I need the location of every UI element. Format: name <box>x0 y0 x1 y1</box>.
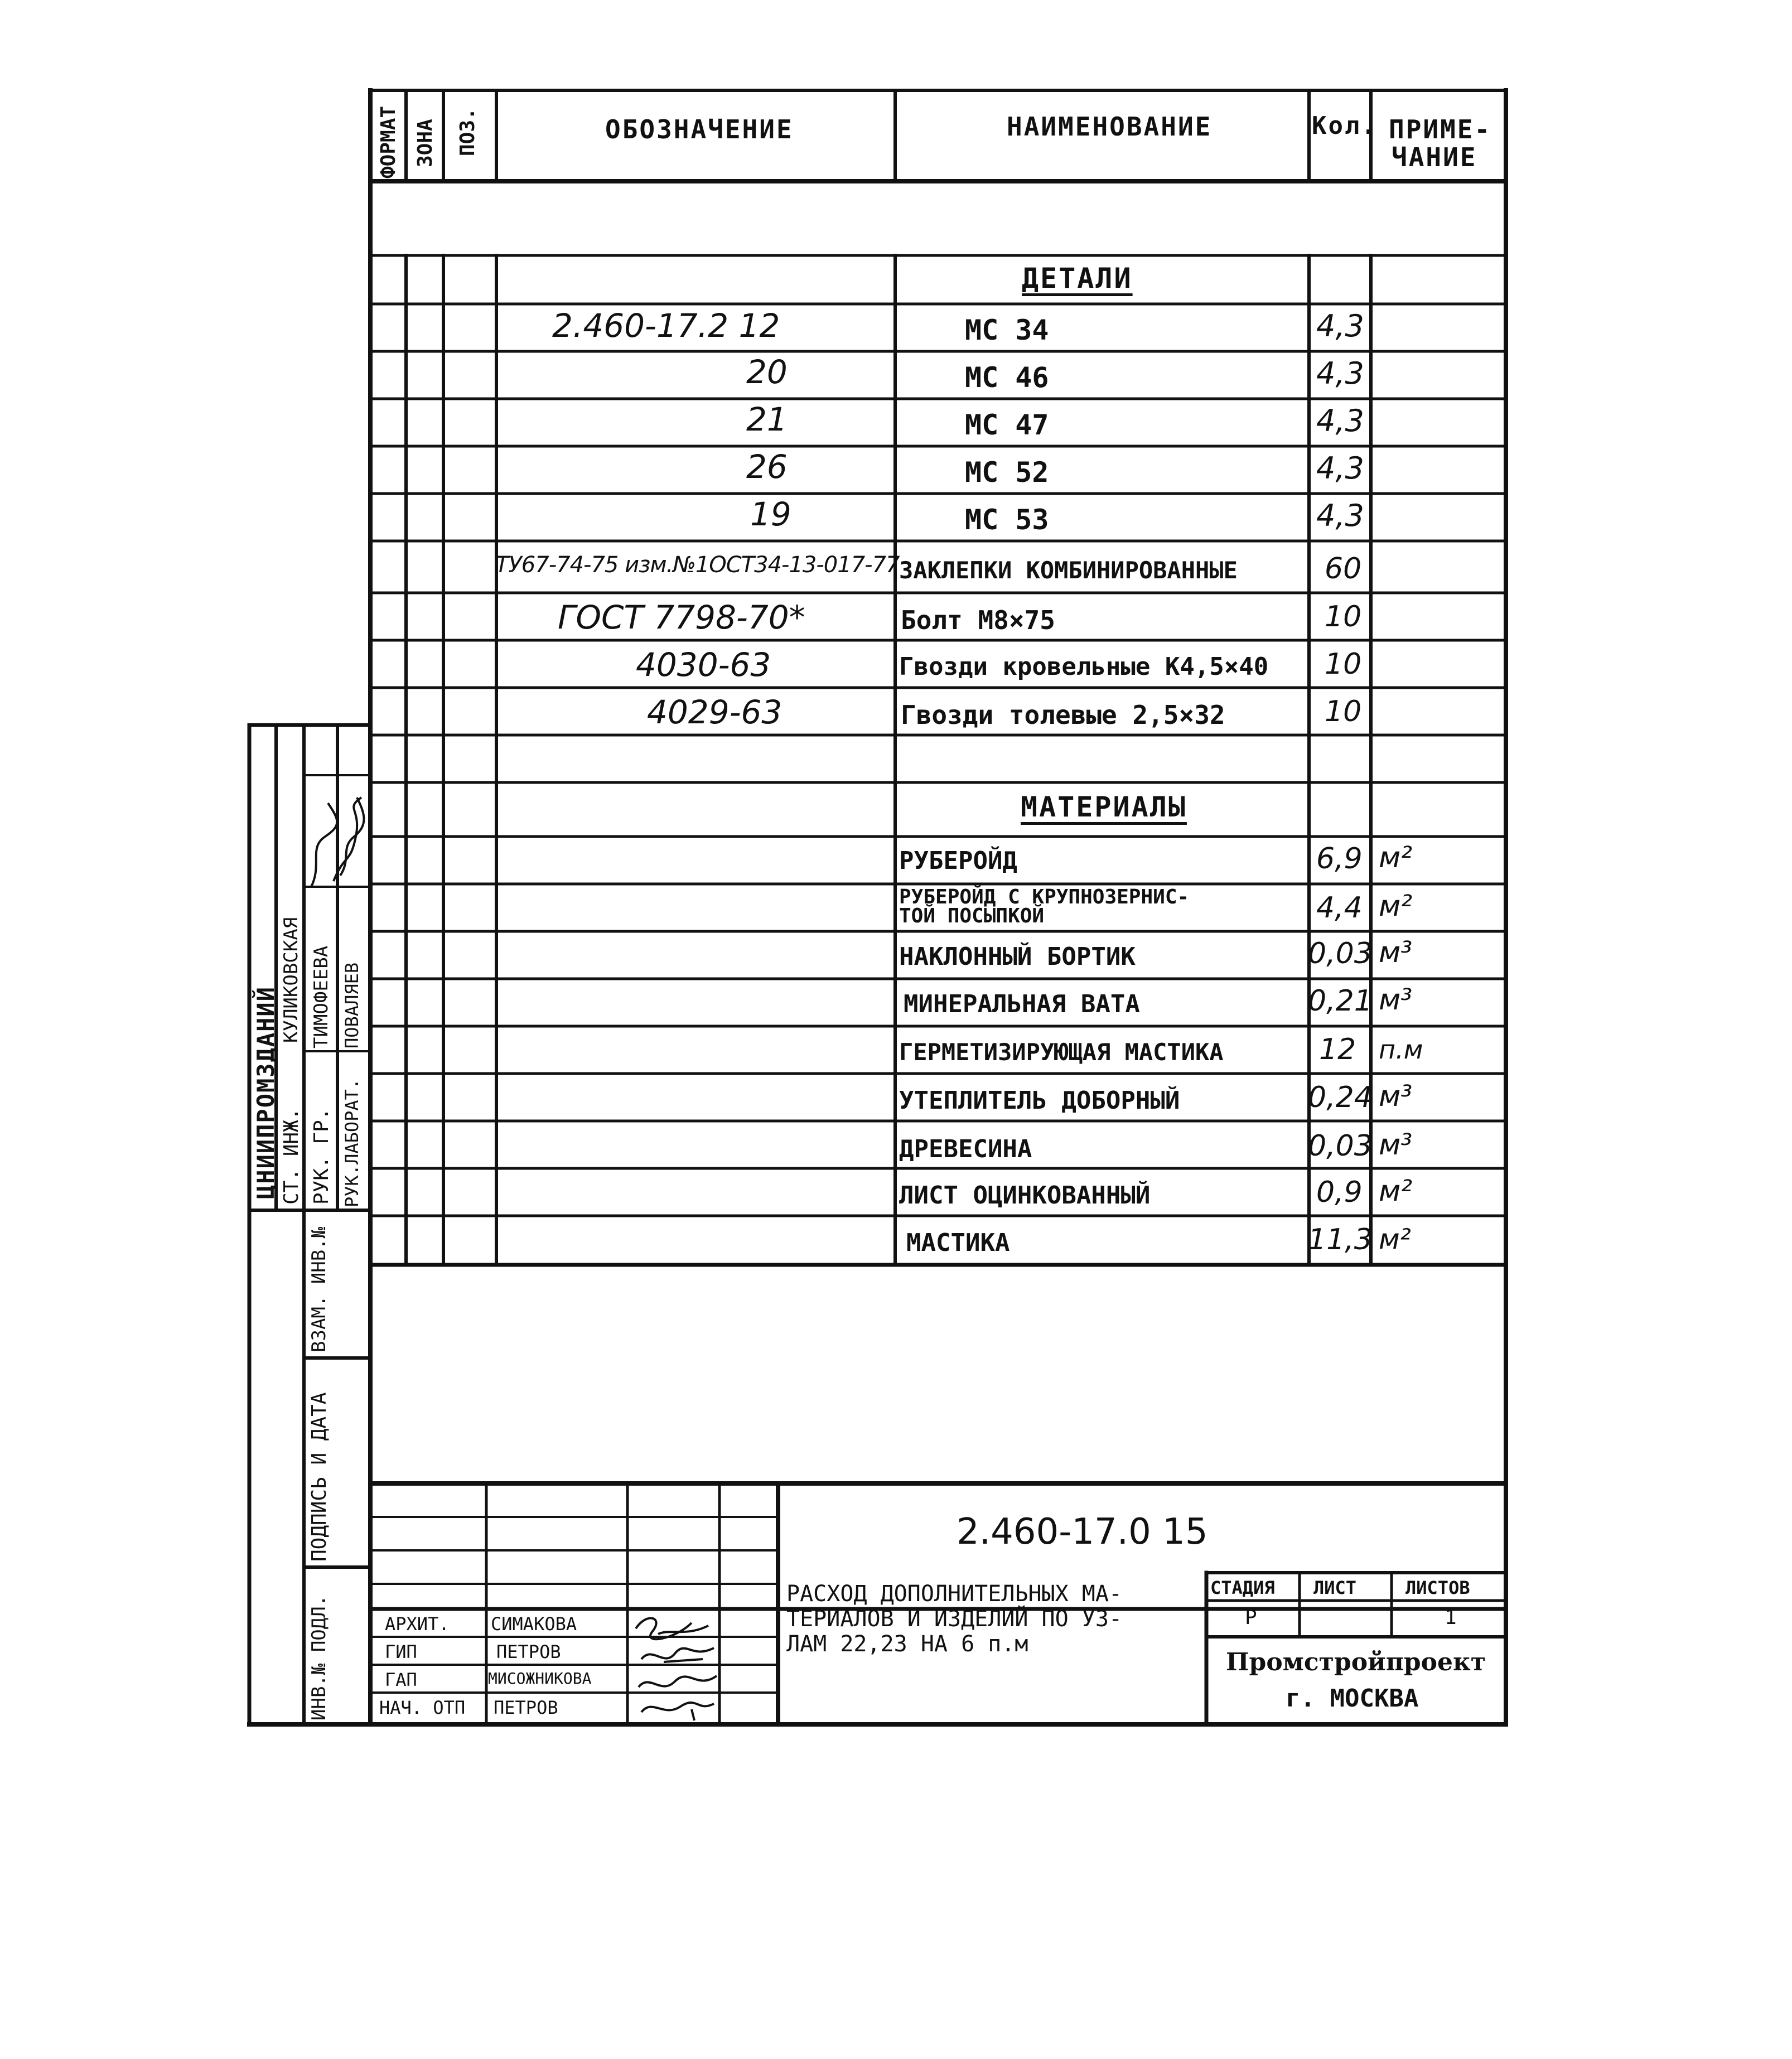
material-7-name: ДРЕВЕСИНА <box>899 1135 1032 1163</box>
row-5-qty: 4,3 <box>1316 498 1364 533</box>
stage-value: Р <box>1245 1606 1257 1629</box>
row-1-qty: 4,3 <box>1316 308 1364 344</box>
material-6-qty: 0,24 <box>1308 1081 1373 1114</box>
signer-4-role: НАЧ. ОТП <box>379 1697 466 1718</box>
row-6-designation: ТУ67-74-75 изм.№1ОСТ34-13-017-77 <box>495 552 900 578</box>
row-2-designation: 20 <box>746 353 788 391</box>
signer-2-role: ГИП <box>385 1641 417 1662</box>
side-name-2: ТИМОФЕЕВА <box>310 945 332 1048</box>
header-note-line1: ПРИМЕ- <box>1389 114 1492 144</box>
material-6-unit: м³ <box>1379 1080 1413 1113</box>
row-2-name: МС 46 <box>965 361 1049 394</box>
row-3-qty: 4,3 <box>1316 403 1364 438</box>
header-zone: ЗОНА <box>414 119 437 167</box>
material-1-qty: 6,9 <box>1316 842 1363 876</box>
side-org: ЦНИИПРОМЗДАНИЙ <box>252 985 279 1199</box>
row-4-designation: 26 <box>746 448 788 486</box>
material-3-name: НАКЛОННЫЙ БОРТИК <box>899 942 1136 971</box>
material-8-name: ЛИСТ ОЦИНКОВАННЫЙ <box>899 1181 1151 1210</box>
side-role-2: РУК. ГР. <box>310 1108 333 1205</box>
material-1-name: РУБЕРОЙД <box>899 847 1017 875</box>
sheets-value: 1 <box>1445 1606 1457 1629</box>
material-7-unit: м³ <box>1379 1128 1413 1162</box>
doc-title-line2: ТЕРИАЛОВ И ИЗДЕЛИЙ ПО УЗ- <box>786 1606 1123 1632</box>
header-qty: Кол. <box>1312 112 1378 140</box>
header-note-line2: ЧАНИЕ <box>1392 142 1477 172</box>
row-8-designation: 4030-63 <box>636 646 771 684</box>
sheets-label: ЛИСТОВ <box>1405 1577 1470 1598</box>
material-7-qty: 0,03 <box>1308 1129 1373 1163</box>
material-9-name: МАСТИКА <box>906 1229 1010 1257</box>
row-8-qty: 10 <box>1325 647 1362 681</box>
signer-4-name: ПЕТРОВ <box>494 1697 558 1718</box>
signer-2-name: ПЕТРОВ <box>496 1641 561 1662</box>
material-4-unit: м³ <box>1379 983 1413 1017</box>
header-pos: ПОЗ. <box>456 108 479 156</box>
side-inv-podl: ИНВ.№ ПОДЛ. <box>308 1594 330 1720</box>
sheet-label: ЛИСТ <box>1313 1577 1357 1598</box>
signer-3-name: МИСОЖНИКОВА <box>488 1669 592 1688</box>
row-9-qty: 10 <box>1325 695 1362 728</box>
material-8-unit: м² <box>1379 1174 1413 1208</box>
material-2-name-line1: РУБЕРОЙД С КРУПНОЗЕРНИС- <box>899 886 1190 908</box>
doc-title-line1: РАСХОД ДОПОЛНИТЕЛЬНЫХ МА- <box>786 1581 1123 1607</box>
row-2-qty: 4,3 <box>1316 356 1364 391</box>
row-9-designation: 4029-63 <box>647 693 783 731</box>
section-details-title: ДЕТАЛИ <box>1022 262 1133 294</box>
row-4-qty: 4,3 <box>1316 451 1364 486</box>
row-8-name: Гвозди кровельные К4,5×40 <box>899 652 1269 681</box>
signer-1-role: АРХИТ. <box>385 1613 450 1635</box>
signer-1-name: СИМАКОВА <box>491 1613 577 1635</box>
header-designation: ОБОЗНАЧЕНИЕ <box>605 114 794 144</box>
row-7-qty: 10 <box>1325 600 1362 634</box>
row-4-name: МС 52 <box>965 456 1049 489</box>
row-7-designation: ГОСТ 7798-70* <box>558 598 805 636</box>
material-2-qty: 4,4 <box>1316 891 1363 925</box>
row-5-designation: 19 <box>750 495 791 533</box>
row-9-name: Гвозди толевые 2,5×32 <box>901 700 1225 730</box>
section-materials-title: МАТЕРИАЛЫ <box>1021 791 1187 823</box>
signer-3-role: ГАП <box>385 1669 417 1690</box>
side-name-1: КУЛИКОВСКАЯ <box>280 917 302 1043</box>
material-8-qty: 0,9 <box>1316 1176 1363 1209</box>
row-7-name: Болт М8×75 <box>901 605 1055 635</box>
row-6-qty: 60 <box>1325 552 1362 586</box>
side-signature-2 <box>335 792 374 881</box>
row-6-name: ЗАКЛЕПКИ КОМБИНИРОВАННЫЕ <box>899 557 1238 584</box>
material-2-unit: м² <box>1379 890 1413 923</box>
material-1-unit: м² <box>1379 841 1413 874</box>
side-role-1: СТ. ИНЖ. <box>280 1108 303 1205</box>
material-9-unit: м² <box>1379 1223 1411 1255</box>
material-4-qty: 0,21 <box>1308 984 1373 1018</box>
row-1-designation: 2.460-17.2 12 <box>552 307 780 345</box>
doc-number: 2.460-17.0 15 <box>957 1511 1208 1553</box>
material-5-qty: 12 <box>1319 1033 1356 1066</box>
row-3-designation: 21 <box>746 400 788 438</box>
header-name: НАИМЕНОВАНИЕ <box>1007 112 1213 142</box>
material-5-name: ГЕРМЕТИЗИРУЮЩАЯ МАСТИКА <box>899 1038 1224 1066</box>
side-sign-date: ПОДПИСЬ И ДАТА <box>308 1392 331 1562</box>
material-3-qty: 0,03 <box>1308 937 1373 970</box>
designer-city: г. МОСКВА <box>1286 1684 1419 1713</box>
stage-label: СТАДИЯ <box>1210 1577 1275 1598</box>
material-6-name: УТЕПЛИТЕЛЬ ДОБОРНЫЙ <box>899 1086 1180 1115</box>
title-signatures <box>630 1606 719 1723</box>
doc-title-line3: ЛАМ 22,23 НА 6 п.м <box>786 1631 1028 1657</box>
material-5-unit: п.м <box>1379 1035 1423 1065</box>
row-1-name: МС 34 <box>965 314 1049 346</box>
material-3-unit: м³ <box>1379 936 1413 969</box>
material-4-name: МИНЕРАЛЬНАЯ ВАТА <box>904 990 1140 1018</box>
header-format: ФОРМАТ <box>377 105 400 178</box>
side-inv-vzam: ВЗАМ. ИНВ.№ <box>308 1226 330 1352</box>
side-role-3: РУК.ЛАБОРАТ. <box>341 1078 363 1207</box>
material-2-name-line2: ТОЙ ПОСЫПКОЙ <box>899 905 1045 927</box>
side-name-3: ПОВАЛЯЕВ <box>341 962 363 1048</box>
material-9-qty: 11,3 <box>1308 1223 1373 1256</box>
row-5-name: МС 53 <box>965 504 1049 536</box>
row-3-name: МС 47 <box>965 409 1049 441</box>
designer-org: Промстройпроект <box>1226 1648 1486 1676</box>
